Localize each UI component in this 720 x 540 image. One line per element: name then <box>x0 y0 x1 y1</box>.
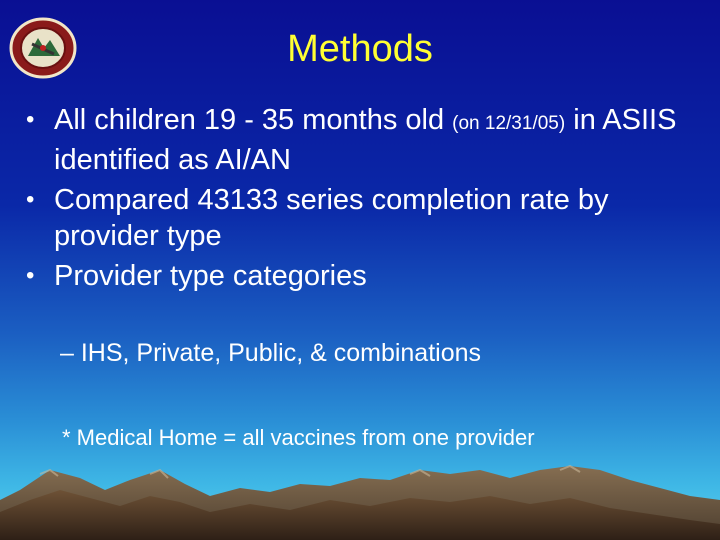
sub-bullet: – IHS, Private, Public, & combinations <box>60 339 482 367</box>
bullet-text: All children 19 - 35 months old <box>54 104 453 136</box>
bullet-text-continued: in ASIIS identified as AI/AN <box>54 104 677 176</box>
slide-title: Methods <box>287 28 433 70</box>
bullet-dot: • <box>26 186 35 213</box>
footnote: * Medical Home = all vaccines from one provider <box>62 425 535 450</box>
bullet-text: Provider type categories <box>54 260 367 292</box>
bullet-dot: • <box>26 106 35 133</box>
bullet-date-note: (on 12/31/05) <box>452 113 566 134</box>
bullet-text: Compared 43133 series completion rate by provider type <box>54 184 609 252</box>
bullet-dot: • <box>26 262 35 289</box>
